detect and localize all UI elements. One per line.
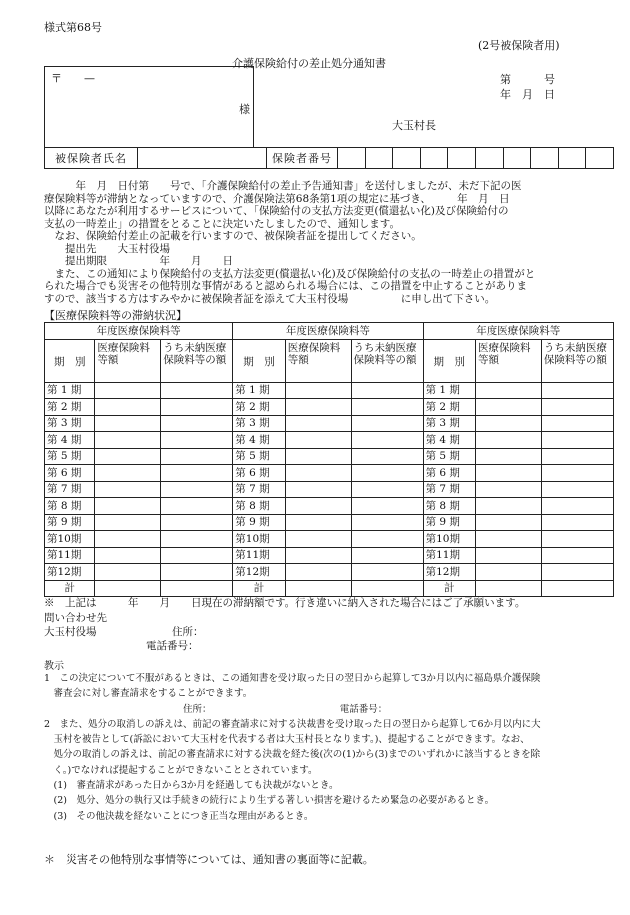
amount-cell: [285, 531, 351, 548]
period-column-header: 期 別: [423, 339, 475, 382]
unpaid-cell: [351, 415, 423, 432]
period-label: 第 2 期: [45, 399, 95, 416]
postal-code: 〒 —: [51, 72, 95, 85]
period-label: 第 6 期: [233, 465, 285, 482]
fiscal-year-header: 年度医療保険料等: [45, 323, 233, 340]
unpaid-cell: [161, 382, 233, 399]
notice-date: 年 月 日: [500, 88, 555, 101]
total-label: 計: [423, 580, 475, 597]
arrears-table: [44, 322, 614, 597]
issuer: 大玉村長: [392, 119, 436, 132]
amount-column-header: 医療保険料等額: [476, 339, 542, 382]
instruction-line: (1) 審査請求があった日から3か月を経過しても決裁がないとき。: [44, 780, 339, 792]
instruction-line: 住所： 電話番号：: [164, 703, 388, 715]
amount-cell: [95, 564, 161, 581]
unpaid-cell: [161, 531, 233, 548]
document-title: 介護保険給付の差止処分通知書: [232, 57, 386, 70]
amount-column-header: 医療保険料等額: [95, 339, 161, 382]
amount-cell: [95, 448, 161, 465]
period-label: 第 6 期: [423, 465, 475, 482]
period-label: 第 9 期: [233, 514, 285, 531]
unpaid-cell: [161, 415, 233, 432]
insured-name-field: [138, 148, 267, 169]
amount-cell: [476, 448, 542, 465]
instruction-line: (3) その他決裁を経ないことにつき正当な理由があるとき。: [44, 810, 314, 822]
amount-cell: [476, 564, 542, 581]
period-label: 第 1 期: [233, 382, 285, 399]
unpaid-cell: [541, 399, 613, 416]
unpaid-cell: [541, 531, 613, 548]
contact-office: 大玉村役場: [44, 626, 97, 638]
amount-cell: [95, 465, 161, 482]
period-label: 第 9 期: [423, 514, 475, 531]
notice-number: 第 号: [500, 73, 555, 86]
digit-box: [503, 148, 531, 169]
address-box: [44, 66, 254, 148]
period-label: 第 9 期: [45, 514, 95, 531]
form-number: 様式第68号: [44, 21, 102, 34]
amount-cell: [285, 498, 351, 515]
unpaid-cell: [161, 580, 233, 597]
period-column-header: 期 別: [233, 339, 285, 382]
amount-cell: [95, 514, 161, 531]
unpaid-cell: [351, 547, 423, 564]
body-line: なお、保険給付差止の記載を行いますので、被保険者証を提出してください。: [44, 230, 422, 242]
unpaid-cell: [351, 382, 423, 399]
amount-cell: [285, 432, 351, 449]
amount-cell: [476, 514, 542, 531]
period-row: [45, 481, 614, 498]
insured-name-label: 被保険者氏名: [45, 148, 138, 169]
unpaid-cell: [541, 547, 613, 564]
period-label: 第11期: [423, 547, 475, 564]
period-label: 第 7 期: [45, 481, 95, 498]
period-row: [45, 547, 614, 564]
insured-info-table: [44, 147, 614, 169]
amount-cell: [95, 399, 161, 416]
period-row: [45, 399, 614, 416]
body-line: また、この通知により保険給付の支払方法変更(償還払い化)及び保険給付の支払の一時差止の措置がと: [44, 267, 536, 280]
unpaid-cell: [351, 514, 423, 531]
instruction-line: 2 また、処分の取消しの訴えは、前記の審査請求に対する決裁書を受け取った日の翌日から起算して6か月以内に大: [44, 718, 541, 730]
body-line: すので、該当する方はすみやかに被保険者証を添えて大玉村役場 に申し出て下さい。: [44, 292, 496, 305]
unpaid-cell: [541, 514, 613, 531]
unpaid-cell: [351, 448, 423, 465]
amount-column-header: 医療保険料等額: [285, 339, 351, 382]
period-label: 第 1 期: [423, 382, 475, 399]
digit-box: [338, 148, 366, 169]
notice-body: [44, 180, 618, 305]
period-row: [45, 514, 614, 531]
unpaid-cell: [541, 580, 613, 597]
amount-cell: [476, 415, 542, 432]
amount-cell: [95, 580, 161, 597]
contact-phone-label: 電話番号：: [146, 640, 199, 652]
body-line: 支払の一時差止」の措置をとることに決定いたしましたので、通知します。: [44, 217, 400, 230]
amount-cell: [476, 465, 542, 482]
instruction-line: 1 この決定について不服があるときは、この通知書を受け取った日の翌日から起算して3か月以内に福島県介護保険: [44, 673, 541, 684]
instruction-line: 処分の取消しの訴えは、前記の審査請求に対する決裁を経た後(次の(1)から(3)までのいずれかに該当するときを除: [44, 749, 541, 761]
period-column-header: 期 別: [45, 339, 95, 382]
body-line: 提出期限 年 月 日: [44, 255, 233, 267]
digit-box: [420, 148, 448, 169]
period-label: 第 4 期: [423, 432, 475, 449]
body-line: 提出先 大玉村役場: [44, 242, 170, 255]
period-label: 第 8 期: [45, 498, 95, 515]
digit-box: [365, 148, 393, 169]
instruction-line: 審査会に対し審査請求をすることができます。: [44, 688, 253, 700]
period-row: [45, 415, 614, 432]
digit-box: [558, 148, 586, 169]
unpaid-cell: [161, 465, 233, 482]
period-label: 第 4 期: [45, 432, 95, 449]
unpaid-cell: [161, 547, 233, 564]
unpaid-cell: [541, 481, 613, 498]
unpaid-column-header: うち未納医療保険料等の額: [161, 339, 233, 382]
contact-heading: 問い合わせ先: [44, 612, 107, 624]
unpaid-cell: [161, 399, 233, 416]
amount-cell: [476, 382, 542, 399]
period-label: 第 5 期: [45, 448, 95, 465]
amount-cell: [285, 399, 351, 416]
amount-cell: [476, 399, 542, 416]
unpaid-cell: [351, 465, 423, 482]
period-label: 第 7 期: [233, 481, 285, 498]
period-label: 第11期: [233, 547, 285, 564]
period-label: 第 6 期: [45, 465, 95, 482]
amount-cell: [285, 481, 351, 498]
period-label: 第11期: [45, 547, 95, 564]
period-label: 第 5 期: [423, 448, 475, 465]
unpaid-cell: [161, 498, 233, 515]
period-label: 第 8 期: [233, 498, 285, 515]
unpaid-column-header: うち未納医療保険料等の額: [351, 339, 423, 382]
amount-cell: [285, 382, 351, 399]
instructions-heading: 教示: [44, 661, 64, 672]
total-row: [45, 580, 614, 597]
fiscal-year-header: 年度医療保険料等: [233, 323, 423, 340]
amount-cell: [476, 547, 542, 564]
digit-box: [448, 148, 476, 169]
digit-box: [586, 148, 614, 169]
unpaid-cell: [541, 415, 613, 432]
amount-cell: [285, 465, 351, 482]
period-row: [45, 382, 614, 399]
period-label: 第10期: [45, 531, 95, 548]
period-label: 第 7 期: [423, 481, 475, 498]
instruction-line: (2) 処分、処分の執行又は手続きの続行により生ずる著しい損害を避けるため緊急の必要があるとき。: [44, 795, 495, 807]
unpaid-cell: [351, 531, 423, 548]
period-label: 第10期: [423, 531, 475, 548]
total-label: 計: [45, 580, 95, 597]
period-row: [45, 498, 614, 515]
amount-cell: [476, 481, 542, 498]
period-row: [45, 448, 614, 465]
unpaid-cell: [161, 481, 233, 498]
amount-cell: [476, 531, 542, 548]
period-label: 第12期: [45, 564, 95, 581]
unpaid-cell: [351, 399, 423, 416]
unpaid-cell: [161, 432, 233, 449]
period-label: 第 3 期: [233, 415, 285, 432]
instructions-list: [44, 671, 618, 824]
insured-type: (2号被保険者用): [478, 39, 560, 52]
amount-cell: [285, 448, 351, 465]
unpaid-cell: [541, 564, 613, 581]
period-label: 第 2 期: [423, 399, 475, 416]
body-line: 年 月 日付第 号で、「介護保険給付の差止予告通知書」を送付しましたが、未だ下記の医: [44, 180, 522, 192]
disaster-note: ＊ 災害その他特別な事情等については、通知書の裏面等に記載。: [44, 853, 374, 866]
unpaid-cell: [161, 448, 233, 465]
unpaid-cell: [351, 580, 423, 597]
instruction-line: く。)でなければ提起することができないこととされています。: [44, 764, 318, 776]
amount-cell: [476, 580, 542, 597]
unpaid-cell: [351, 498, 423, 515]
period-label: 第 5 期: [233, 448, 285, 465]
unpaid-cell: [541, 498, 613, 515]
amount-cell: [285, 580, 351, 597]
amount-cell: [95, 382, 161, 399]
amount-cell: [95, 481, 161, 498]
footnote: ※ 上記は 年 月 日現在の滞納額です。行き違いに納入された場合にはご了承願います。: [44, 597, 526, 609]
insured-number-label: 保険者番号: [267, 148, 338, 169]
addressee-honorific: 様: [239, 103, 250, 116]
amount-cell: [95, 547, 161, 564]
fiscal-year-header: 年度医療保険料等: [423, 323, 613, 340]
period-label: 第 3 期: [45, 415, 95, 432]
body-line: られた場合でも災害その他特別な事情があると認められる場合には、この措置を中止することがありま: [44, 280, 527, 292]
digit-box: [475, 148, 503, 169]
unpaid-cell: [351, 432, 423, 449]
unpaid-cell: [161, 564, 233, 581]
amount-cell: [476, 498, 542, 515]
unpaid-cell: [161, 514, 233, 531]
unpaid-column-header: うち未納医療保険料等の額: [541, 339, 613, 382]
unpaid-cell: [541, 448, 613, 465]
amount-cell: [95, 498, 161, 515]
amount-cell: [476, 432, 542, 449]
amount-cell: [285, 564, 351, 581]
amount-cell: [95, 531, 161, 548]
amount-cell: [285, 415, 351, 432]
period-label: 第10期: [233, 531, 285, 548]
period-label: 第 8 期: [423, 498, 475, 515]
digit-box: [393, 148, 421, 169]
period-row: [45, 432, 614, 449]
body-line: 以降にあなたが利用するサービスについて、「保険給付の支払方法変更(償還払い化)及び保険給付の: [44, 205, 509, 217]
period-label: 第 3 期: [423, 415, 475, 432]
unpaid-cell: [541, 382, 613, 399]
amount-cell: [285, 547, 351, 564]
amount-cell: [285, 514, 351, 531]
period-label: 第 4 期: [233, 432, 285, 449]
digit-box: [531, 148, 559, 169]
unpaid-cell: [351, 481, 423, 498]
period-row: [45, 564, 614, 581]
unpaid-cell: [541, 465, 613, 482]
period-label: 第 1 期: [45, 382, 95, 399]
instruction-line: 玉村を被告として(訴訟において大玉村を代表する者は大玉村長となります。)、提起することができます。なお、: [44, 734, 530, 746]
period-label: 第12期: [423, 564, 475, 581]
period-label: 第 2 期: [233, 399, 285, 416]
arrears-section-title: 【医療保険料等の滞納状況】: [44, 309, 187, 322]
unpaid-cell: [541, 432, 613, 449]
amount-cell: [95, 415, 161, 432]
body-line: 療保険料等が滞納となっていますので、介護保険法第68条第1項の規定に基づき、 年 月 日: [44, 192, 510, 205]
period-row: [45, 531, 614, 548]
total-label: 計: [233, 580, 285, 597]
contact-address-label: 住所：: [172, 626, 204, 638]
period-row: [45, 465, 614, 482]
amount-cell: [95, 432, 161, 449]
period-label: 第12期: [233, 564, 285, 581]
unpaid-cell: [351, 564, 423, 581]
